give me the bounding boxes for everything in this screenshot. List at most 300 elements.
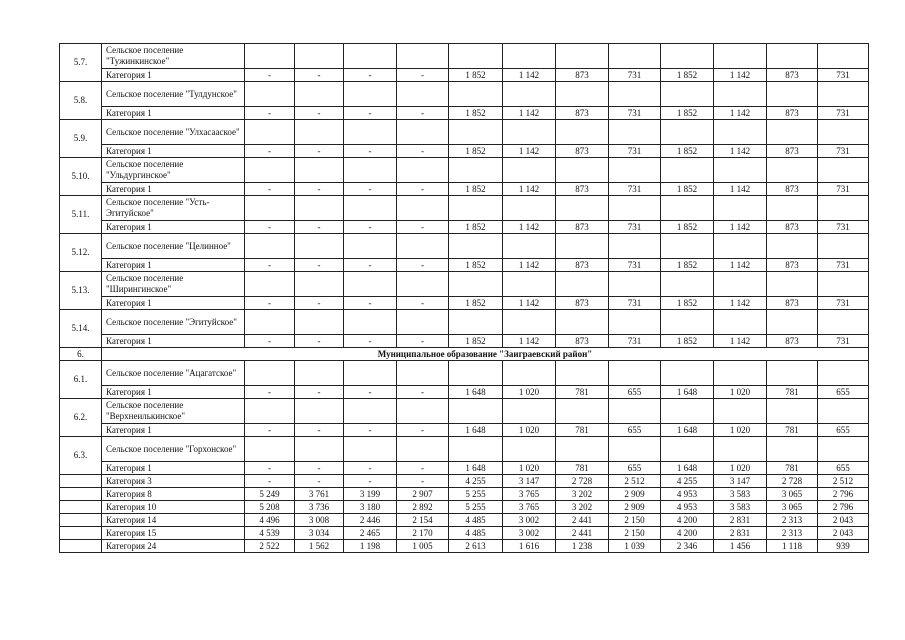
empty-cell xyxy=(449,310,503,335)
table-row xyxy=(60,335,869,348)
value-cell: - xyxy=(344,69,397,82)
value-cell: 3 199 xyxy=(344,488,397,501)
empty-cell xyxy=(556,44,609,69)
empty-cell xyxy=(295,158,344,183)
table-row xyxy=(60,501,869,514)
category-label: Категория 1 xyxy=(102,386,245,399)
table-row xyxy=(60,488,869,501)
value-cell: 4 485 xyxy=(449,527,503,540)
empty-cell xyxy=(295,310,344,335)
table-row xyxy=(60,183,869,196)
value-cell: - xyxy=(344,424,397,437)
value-cell: 731 xyxy=(818,221,869,234)
empty-cell xyxy=(245,44,295,69)
empty-cell xyxy=(767,44,818,69)
empty-cell xyxy=(556,310,609,335)
value-cell: - xyxy=(344,297,397,310)
empty-cell xyxy=(503,310,556,335)
value-cell: 2 831 xyxy=(714,527,767,540)
value-cell: 5 249 xyxy=(245,488,295,501)
settlement-header-row xyxy=(60,44,869,69)
value-cell: 1 198 xyxy=(344,540,397,553)
value-cell: - xyxy=(295,145,344,158)
value-cell: 3 147 xyxy=(503,475,556,488)
empty-cell xyxy=(818,272,869,297)
value-cell: 1 648 xyxy=(661,424,714,437)
value-cell: 2 313 xyxy=(767,527,818,540)
value-cell: 873 xyxy=(767,107,818,120)
empty-cell xyxy=(245,234,295,259)
empty-cell xyxy=(556,234,609,259)
empty-cell xyxy=(714,437,767,462)
value-cell: 3 008 xyxy=(295,514,344,527)
value-cell: 1 852 xyxy=(661,145,714,158)
value-cell: 3 065 xyxy=(767,501,818,514)
empty-cell xyxy=(609,82,661,107)
value-cell: 1 852 xyxy=(449,259,503,272)
value-cell: 2 728 xyxy=(556,475,609,488)
value-cell: 1 852 xyxy=(661,335,714,348)
value-cell: 3 765 xyxy=(503,501,556,514)
table-row xyxy=(60,259,869,272)
empty-cell xyxy=(556,437,609,462)
empty-cell xyxy=(609,399,661,424)
category-label: Категория 1 xyxy=(102,69,245,82)
category-label: Категория 24 xyxy=(102,540,245,553)
value-cell: - xyxy=(397,69,449,82)
empty-cell xyxy=(245,310,295,335)
value-cell: 873 xyxy=(556,107,609,120)
category-label: Категория 15 xyxy=(102,527,245,540)
value-cell: 873 xyxy=(767,259,818,272)
empty-cell xyxy=(714,196,767,221)
value-cell: 2 831 xyxy=(714,514,767,527)
empty-cell xyxy=(245,361,295,386)
settlement-header-row xyxy=(60,272,869,297)
value-cell: 4 953 xyxy=(661,488,714,501)
empty-cell xyxy=(295,437,344,462)
empty-cell xyxy=(245,399,295,424)
category-label: Категория 1 xyxy=(102,183,245,196)
value-cell: - xyxy=(295,297,344,310)
empty-cell xyxy=(767,234,818,259)
value-cell: 1 852 xyxy=(661,107,714,120)
value-cell: - xyxy=(295,462,344,475)
table-row xyxy=(60,527,869,540)
category-label: Категория 3 xyxy=(102,475,245,488)
value-cell: 1 852 xyxy=(661,221,714,234)
empty-cell xyxy=(714,399,767,424)
value-cell: 2 170 xyxy=(397,527,449,540)
empty-cell xyxy=(818,399,869,424)
value-cell: 731 xyxy=(609,183,661,196)
value-cell: - xyxy=(295,221,344,234)
municipality-row xyxy=(60,348,869,361)
value-cell: - xyxy=(344,221,397,234)
empty-number-cell xyxy=(60,540,102,553)
value-cell: 3 202 xyxy=(556,488,609,501)
empty-cell xyxy=(295,234,344,259)
empty-cell xyxy=(397,361,449,386)
value-cell: 1 142 xyxy=(714,297,767,310)
value-cell: 731 xyxy=(609,259,661,272)
value-cell: 1 852 xyxy=(449,335,503,348)
value-cell: 1 648 xyxy=(661,462,714,475)
settlement-name: Сельское поселение "Ширингинское" xyxy=(102,272,245,297)
settlement-header-row xyxy=(60,361,869,386)
value-cell: 4 539 xyxy=(245,527,295,540)
value-cell: 731 xyxy=(818,259,869,272)
value-cell: 1 039 xyxy=(609,540,661,553)
value-cell: - xyxy=(397,424,449,437)
category-label: Категория 14 xyxy=(102,514,245,527)
value-cell: - xyxy=(397,259,449,272)
value-cell: 781 xyxy=(767,424,818,437)
empty-cell xyxy=(344,234,397,259)
value-cell: 2 522 xyxy=(245,540,295,553)
value-cell: - xyxy=(397,335,449,348)
value-cell: 873 xyxy=(556,69,609,82)
empty-cell xyxy=(609,158,661,183)
value-cell: 2 154 xyxy=(397,514,449,527)
value-cell: - xyxy=(344,475,397,488)
empty-cell xyxy=(449,399,503,424)
empty-cell xyxy=(818,44,869,69)
empty-cell xyxy=(344,272,397,297)
value-cell: 781 xyxy=(767,462,818,475)
empty-cell xyxy=(245,437,295,462)
value-cell: 1 648 xyxy=(661,386,714,399)
settlement-name: Сельское поселение "Усть-Эгитуйское" xyxy=(102,196,245,221)
value-cell: 1 648 xyxy=(449,424,503,437)
empty-cell xyxy=(295,44,344,69)
empty-cell xyxy=(397,437,449,462)
empty-cell xyxy=(714,158,767,183)
value-cell: 873 xyxy=(556,221,609,234)
empty-cell xyxy=(818,310,869,335)
value-cell: - xyxy=(397,297,449,310)
empty-cell xyxy=(661,272,714,297)
value-cell: - xyxy=(295,475,344,488)
table-row xyxy=(60,297,869,310)
value-cell: 655 xyxy=(609,424,661,437)
value-cell: 2 150 xyxy=(609,514,661,527)
category-label: Категория 1 xyxy=(102,335,245,348)
value-cell: 2 043 xyxy=(818,514,869,527)
empty-cell xyxy=(397,120,449,145)
empty-number-cell xyxy=(60,501,102,514)
value-cell: - xyxy=(245,424,295,437)
empty-cell xyxy=(344,399,397,424)
value-cell: 4 255 xyxy=(661,475,714,488)
table-row xyxy=(60,540,869,553)
value-cell: 873 xyxy=(556,145,609,158)
empty-cell xyxy=(609,310,661,335)
value-cell: 3 761 xyxy=(295,488,344,501)
value-cell: 655 xyxy=(818,386,869,399)
value-cell: - xyxy=(397,145,449,158)
value-cell: 731 xyxy=(818,183,869,196)
value-cell: 1 142 xyxy=(503,183,556,196)
value-cell: - xyxy=(245,335,295,348)
table-row xyxy=(60,145,869,158)
value-cell: - xyxy=(245,107,295,120)
value-cell: 873 xyxy=(767,335,818,348)
value-cell: 873 xyxy=(767,297,818,310)
empty-cell xyxy=(714,44,767,69)
value-cell: - xyxy=(344,386,397,399)
empty-cell xyxy=(767,399,818,424)
settlement-name: Сельское поселение "Ульдургинское" xyxy=(102,158,245,183)
value-cell: 655 xyxy=(818,424,869,437)
category-label: Категория 10 xyxy=(102,501,245,514)
settlement-name: Сельское поселение "Тулдунское" xyxy=(102,82,245,107)
empty-cell xyxy=(609,196,661,221)
value-cell: - xyxy=(245,386,295,399)
category-label: Категория 8 xyxy=(102,488,245,501)
value-cell: 1 616 xyxy=(503,540,556,553)
empty-cell xyxy=(818,361,869,386)
empty-cell xyxy=(397,82,449,107)
empty-cell xyxy=(818,82,869,107)
category-label: Категория 1 xyxy=(102,462,245,475)
value-cell: 1 020 xyxy=(714,386,767,399)
value-cell: 1 852 xyxy=(661,297,714,310)
empty-cell xyxy=(503,44,556,69)
empty-cell xyxy=(661,196,714,221)
empty-cell xyxy=(449,120,503,145)
value-cell: 2 441 xyxy=(556,514,609,527)
value-cell: - xyxy=(295,107,344,120)
value-cell: 2 796 xyxy=(818,488,869,501)
empty-cell xyxy=(556,196,609,221)
empty-cell xyxy=(767,196,818,221)
value-cell: 3 202 xyxy=(556,501,609,514)
value-cell: 873 xyxy=(767,69,818,82)
row-number: 6.3. xyxy=(60,437,102,475)
value-cell: 1 852 xyxy=(449,183,503,196)
value-cell: 2 909 xyxy=(609,488,661,501)
value-cell: 3 034 xyxy=(295,527,344,540)
value-cell: 2 728 xyxy=(767,475,818,488)
value-cell: 2 512 xyxy=(818,475,869,488)
value-cell: 4 255 xyxy=(449,475,503,488)
value-cell: 2 465 xyxy=(344,527,397,540)
empty-cell xyxy=(449,158,503,183)
empty-cell xyxy=(714,272,767,297)
value-cell: 1 020 xyxy=(503,424,556,437)
value-cell: 1 852 xyxy=(449,69,503,82)
value-cell: 655 xyxy=(609,462,661,475)
value-cell: 1 142 xyxy=(714,107,767,120)
value-cell: - xyxy=(245,475,295,488)
empty-cell xyxy=(714,361,767,386)
value-cell: 781 xyxy=(556,424,609,437)
empty-cell xyxy=(609,437,661,462)
settlement-name: Сельское поселение "Улхасаaское" xyxy=(102,120,245,145)
value-cell: 731 xyxy=(818,145,869,158)
empty-cell xyxy=(503,158,556,183)
value-cell: 1 238 xyxy=(556,540,609,553)
settlement-header-row xyxy=(60,310,869,335)
value-cell: 4 200 xyxy=(661,527,714,540)
category-label: Категория 1 xyxy=(102,424,245,437)
empty-cell xyxy=(449,196,503,221)
empty-cell xyxy=(818,234,869,259)
empty-cell xyxy=(344,82,397,107)
table-row xyxy=(60,221,869,234)
value-cell: 2 796 xyxy=(818,501,869,514)
value-cell: 3 765 xyxy=(503,488,556,501)
empty-cell xyxy=(767,82,818,107)
empty-cell xyxy=(767,437,818,462)
value-cell: 1 020 xyxy=(503,386,556,399)
value-cell: 1 142 xyxy=(714,335,767,348)
value-cell: 2 441 xyxy=(556,527,609,540)
category-label: Категория 1 xyxy=(102,221,245,234)
empty-cell xyxy=(767,310,818,335)
value-cell: 2 150 xyxy=(609,527,661,540)
empty-cell xyxy=(661,234,714,259)
value-cell: 1 005 xyxy=(397,540,449,553)
empty-cell xyxy=(397,44,449,69)
value-cell: 1 852 xyxy=(661,183,714,196)
value-cell: 781 xyxy=(556,386,609,399)
empty-cell xyxy=(344,310,397,335)
empty-cell xyxy=(503,437,556,462)
row-number: 5.14. xyxy=(60,310,102,348)
value-cell: - xyxy=(245,183,295,196)
value-cell: 1 142 xyxy=(714,183,767,196)
value-cell: 3 002 xyxy=(503,527,556,540)
value-cell: 731 xyxy=(818,107,869,120)
value-cell: 873 xyxy=(556,183,609,196)
row-number: 6. xyxy=(60,348,102,361)
value-cell: 4 953 xyxy=(661,501,714,514)
value-cell: 731 xyxy=(818,297,869,310)
value-cell: 731 xyxy=(609,69,661,82)
value-cell: 1 142 xyxy=(503,221,556,234)
value-cell: - xyxy=(344,145,397,158)
value-cell: 1 852 xyxy=(449,145,503,158)
empty-cell xyxy=(714,120,767,145)
empty-cell xyxy=(295,82,344,107)
row-number: 5.11. xyxy=(60,196,102,234)
category-label: Категория 1 xyxy=(102,145,245,158)
settlement-name: Сельское поселение "Эгитуйское" xyxy=(102,310,245,335)
value-cell: - xyxy=(295,69,344,82)
municipality-title: Муниципальное образование "Заиграевский район" xyxy=(102,348,869,361)
empty-cell xyxy=(661,82,714,107)
value-cell: 1 456 xyxy=(714,540,767,553)
empty-cell xyxy=(556,272,609,297)
empty-cell xyxy=(344,44,397,69)
value-cell: 3 736 xyxy=(295,501,344,514)
empty-cell xyxy=(503,361,556,386)
category-label: Категория 1 xyxy=(102,107,245,120)
empty-cell xyxy=(344,158,397,183)
empty-cell xyxy=(344,196,397,221)
row-number: 5.7. xyxy=(60,44,102,82)
value-cell: 873 xyxy=(767,183,818,196)
value-cell: - xyxy=(295,424,344,437)
empty-cell xyxy=(344,437,397,462)
empty-cell xyxy=(295,361,344,386)
value-cell: 873 xyxy=(767,221,818,234)
category-label: Категория 1 xyxy=(102,259,245,272)
value-cell: 731 xyxy=(609,145,661,158)
value-cell: - xyxy=(397,221,449,234)
row-number: 5.10. xyxy=(60,158,102,196)
value-cell: 4 485 xyxy=(449,514,503,527)
value-cell: - xyxy=(245,462,295,475)
value-cell: 655 xyxy=(609,386,661,399)
settlement-name: Сельское поселение "Тужинкинское" xyxy=(102,44,245,69)
value-cell: 4 496 xyxy=(245,514,295,527)
value-cell: 1 142 xyxy=(503,335,556,348)
empty-cell xyxy=(661,44,714,69)
value-cell: 731 xyxy=(609,221,661,234)
table-row xyxy=(60,386,869,399)
empty-cell xyxy=(609,361,661,386)
value-cell: 3 180 xyxy=(344,501,397,514)
value-cell: 1 142 xyxy=(503,145,556,158)
value-cell: - xyxy=(344,107,397,120)
value-cell: 1 142 xyxy=(714,259,767,272)
value-cell: 939 xyxy=(818,540,869,553)
value-cell: - xyxy=(397,475,449,488)
value-cell: 1 118 xyxy=(767,540,818,553)
table-row xyxy=(60,424,869,437)
value-cell: - xyxy=(397,386,449,399)
value-cell: 2 892 xyxy=(397,501,449,514)
value-cell: 873 xyxy=(556,259,609,272)
settlement-header-row xyxy=(60,82,869,107)
settlement-name: Сельское поселение "Ацагатское" xyxy=(102,361,245,386)
row-number: 6.1. xyxy=(60,361,102,399)
tariff-table xyxy=(59,43,869,553)
settlement-name: Сельское поселение "Верхнеилькинское" xyxy=(102,399,245,424)
empty-cell xyxy=(397,158,449,183)
empty-cell xyxy=(344,361,397,386)
value-cell: 1 142 xyxy=(503,259,556,272)
empty-cell xyxy=(449,234,503,259)
table-body xyxy=(60,44,869,553)
value-cell: 1 852 xyxy=(661,69,714,82)
empty-cell xyxy=(609,44,661,69)
row-number: 5.13. xyxy=(60,272,102,310)
value-cell: 731 xyxy=(818,69,869,82)
value-cell: - xyxy=(245,221,295,234)
value-cell: - xyxy=(295,183,344,196)
settlement-name: Сельское поселение "Горхонское" xyxy=(102,437,245,462)
value-cell: 1 142 xyxy=(714,221,767,234)
empty-cell xyxy=(609,272,661,297)
value-cell: 873 xyxy=(556,297,609,310)
empty-cell xyxy=(556,82,609,107)
value-cell: - xyxy=(295,386,344,399)
row-number: 5.12. xyxy=(60,234,102,272)
empty-cell xyxy=(556,120,609,145)
empty-cell xyxy=(556,361,609,386)
table-row xyxy=(60,462,869,475)
empty-cell xyxy=(503,120,556,145)
value-cell: 5 255 xyxy=(449,501,503,514)
value-cell: - xyxy=(397,183,449,196)
value-cell: 1 142 xyxy=(503,69,556,82)
empty-cell xyxy=(767,361,818,386)
value-cell: 873 xyxy=(556,335,609,348)
